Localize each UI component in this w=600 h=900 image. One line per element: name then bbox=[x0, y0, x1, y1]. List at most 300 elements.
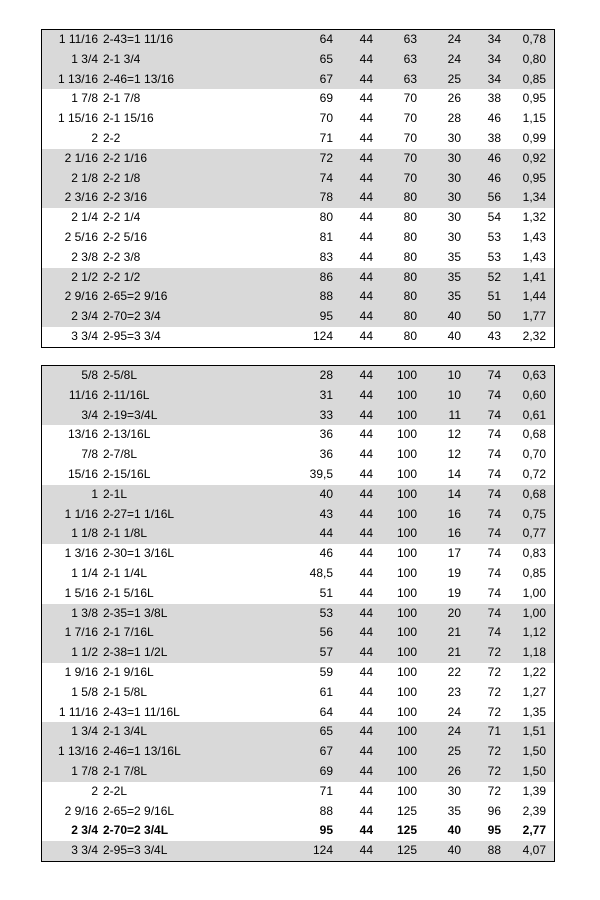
value-e-cell: 88 bbox=[461, 841, 501, 861]
table-row bbox=[42, 485, 555, 505]
value-c-cell: 80 bbox=[373, 307, 417, 327]
table-row bbox=[42, 188, 555, 208]
value-c-cell: 100 bbox=[373, 762, 417, 782]
value-c-cell: 100 bbox=[396, 783, 417, 798]
value-d-cell: 40 bbox=[417, 307, 461, 327]
weight-cell: 0,75 bbox=[501, 505, 555, 525]
value-d-cell: 35 bbox=[447, 803, 461, 818]
value-a-cell: 59 bbox=[319, 664, 333, 679]
value-b-cell: 44 bbox=[359, 447, 373, 462]
value-d-cell: 24 bbox=[417, 722, 461, 742]
value-d-cell: 11 bbox=[417, 406, 461, 426]
value-e-cell: 74 bbox=[487, 466, 501, 481]
value-a-cell: 88 bbox=[213, 287, 333, 307]
value-b-cell: 44 bbox=[359, 427, 373, 442]
size-cell: 1 3/8 bbox=[42, 604, 101, 624]
size-cell: 1 7/8 bbox=[42, 762, 101, 782]
value-d-cell: 30 bbox=[417, 188, 461, 208]
value-c-cell: 100 bbox=[373, 524, 417, 544]
weight-cell: 1,51 bbox=[501, 722, 555, 742]
value-c-cell: 70 bbox=[403, 111, 417, 126]
value-b-cell: 44 bbox=[359, 210, 373, 225]
value-e-cell: 95 bbox=[487, 823, 501, 838]
value-a-cell: 36 bbox=[319, 427, 333, 442]
value-e-cell: 72 bbox=[487, 684, 501, 699]
table-row bbox=[42, 307, 555, 327]
value-a-cell: 64 bbox=[319, 704, 333, 719]
table-row bbox=[42, 406, 555, 426]
value-d-cell: 12 bbox=[447, 447, 461, 462]
value-a-cell: 86 bbox=[213, 268, 333, 288]
value-d-cell: 25 bbox=[417, 70, 461, 90]
weight-cell: 0,95 bbox=[501, 169, 555, 189]
table-row bbox=[42, 268, 555, 288]
size-cell: 1 11/16 bbox=[58, 704, 98, 719]
value-e-cell: 96 bbox=[487, 803, 501, 818]
value-a-cell: 67 bbox=[213, 70, 333, 90]
code-cell: 2-15/16L bbox=[103, 466, 151, 481]
value-d-cell: 30 bbox=[417, 169, 461, 189]
table-row bbox=[42, 505, 555, 525]
size-cell: 3 3/4 bbox=[71, 328, 98, 343]
value-a-cell: 48,5 bbox=[309, 565, 333, 580]
code-cell: 2-46=1 13/16L bbox=[100, 742, 213, 762]
value-d-cell: 19 bbox=[447, 585, 461, 600]
value-c-cell: 100 bbox=[396, 704, 417, 719]
weight-cell: 1,43 bbox=[522, 249, 546, 264]
value-d-cell: 30 bbox=[447, 229, 461, 244]
size-cell: 1 5/16 bbox=[64, 585, 98, 600]
code-cell: 2-43=1 11/16 bbox=[100, 30, 213, 50]
table-row bbox=[42, 89, 555, 109]
value-d-cell: 23 bbox=[447, 684, 461, 699]
table-row bbox=[42, 327, 555, 347]
value-c-cell: 100 bbox=[396, 427, 417, 442]
table-row bbox=[42, 762, 555, 782]
size-cell: 2 3/4 bbox=[71, 823, 98, 838]
weight-cell: 2,32 bbox=[522, 328, 546, 343]
table-row bbox=[42, 30, 555, 50]
value-e-cell: 72 bbox=[487, 704, 501, 719]
value-b-cell: 44 bbox=[333, 70, 373, 90]
weight-cell: 0,83 bbox=[522, 546, 546, 561]
value-b-cell: 44 bbox=[359, 783, 373, 798]
value-d-cell: 19 bbox=[447, 565, 461, 580]
value-a-cell: 65 bbox=[213, 722, 333, 742]
value-a-cell: 124 bbox=[312, 328, 333, 343]
value-c-cell: 100 bbox=[373, 386, 417, 406]
value-d-cell: 26 bbox=[417, 762, 461, 782]
value-b-cell: 44 bbox=[359, 684, 373, 699]
value-c-cell: 70 bbox=[403, 130, 417, 145]
code-cell: 2-70=2 3/4L bbox=[103, 823, 169, 838]
weight-cell: 0,70 bbox=[522, 447, 546, 462]
table-row bbox=[42, 802, 555, 822]
value-a-cell: 69 bbox=[213, 762, 333, 782]
table-row bbox=[42, 129, 555, 149]
table-row bbox=[42, 109, 555, 129]
value-b-cell: 44 bbox=[333, 524, 373, 544]
size-cell: 2 5/16 bbox=[64, 229, 98, 244]
size-cell: 1 13/16 bbox=[42, 70, 101, 90]
value-b-cell: 44 bbox=[333, 643, 373, 663]
size-cell: 2 1/16 bbox=[42, 149, 101, 169]
table-row bbox=[42, 841, 555, 861]
value-b-cell: 44 bbox=[333, 287, 373, 307]
value-b-cell: 44 bbox=[333, 307, 373, 327]
size-cell: 5/8 bbox=[42, 366, 101, 386]
code-cell: 2-46=1 13/16 bbox=[100, 70, 213, 90]
value-d-cell: 26 bbox=[447, 91, 461, 106]
value-c-cell: 100 bbox=[396, 447, 417, 462]
table-row bbox=[42, 821, 555, 841]
code-cell: 2-65=2 9/16L bbox=[103, 803, 175, 818]
size-cell: 2 bbox=[91, 783, 98, 798]
spec-table-1 bbox=[41, 29, 555, 348]
value-b-cell: 44 bbox=[333, 268, 373, 288]
table-row bbox=[42, 703, 555, 723]
code-cell: 2-1 5/16L bbox=[103, 585, 154, 600]
value-e-cell: 74 bbox=[487, 565, 501, 580]
value-d-cell: 21 bbox=[417, 623, 461, 643]
value-b-cell: 44 bbox=[333, 386, 373, 406]
value-d-cell: 16 bbox=[417, 505, 461, 525]
weight-cell: 2,39 bbox=[522, 803, 546, 818]
value-a-cell: 78 bbox=[213, 188, 333, 208]
size-cell: 3 3/4 bbox=[42, 841, 101, 861]
value-e-cell: 74 bbox=[487, 427, 501, 442]
code-cell: 2-1 7/16L bbox=[100, 623, 213, 643]
value-c-cell: 100 bbox=[396, 466, 417, 481]
code-cell: 2-1 7/8L bbox=[100, 762, 213, 782]
size-cell: 1 1/16 bbox=[42, 505, 101, 525]
value-e-cell: 74 bbox=[487, 546, 501, 561]
value-c-cell: 70 bbox=[403, 91, 417, 106]
value-b-cell: 44 bbox=[359, 664, 373, 679]
value-c-cell: 80 bbox=[403, 249, 417, 264]
weight-cell: 1,34 bbox=[501, 188, 555, 208]
weight-cell: 0,68 bbox=[522, 427, 546, 442]
value-d-cell: 40 bbox=[417, 841, 461, 861]
value-c-cell: 100 bbox=[373, 604, 417, 624]
value-e-cell: 51 bbox=[461, 287, 501, 307]
table-row bbox=[42, 623, 555, 643]
value-e-cell: 53 bbox=[487, 229, 501, 244]
code-cell: 2-2 1/16 bbox=[100, 149, 213, 169]
value-a-cell: 28 bbox=[213, 366, 333, 386]
size-cell: 1 3/16 bbox=[64, 546, 98, 561]
code-cell: 2-2 3/16 bbox=[100, 188, 213, 208]
value-c-cell: 80 bbox=[373, 287, 417, 307]
value-d-cell: 17 bbox=[447, 546, 461, 561]
weight-cell: 2,77 bbox=[522, 823, 546, 838]
weight-cell: 0,63 bbox=[501, 366, 555, 386]
code-cell: 2-1L bbox=[100, 485, 213, 505]
table-row bbox=[42, 70, 555, 90]
value-e-cell: 43 bbox=[487, 328, 501, 343]
value-a-cell: 61 bbox=[319, 684, 333, 699]
value-e-cell: 74 bbox=[487, 585, 501, 600]
table-row bbox=[42, 683, 555, 703]
size-cell: 2 1/4 bbox=[71, 210, 98, 225]
table-row bbox=[42, 544, 555, 564]
value-a-cell: 83 bbox=[319, 249, 333, 264]
table-row bbox=[42, 50, 555, 70]
value-c-cell: 80 bbox=[373, 188, 417, 208]
weight-cell: 4,07 bbox=[501, 841, 555, 861]
value-b-cell: 44 bbox=[333, 169, 373, 189]
value-a-cell: 71 bbox=[319, 783, 333, 798]
table-row bbox=[42, 208, 555, 228]
value-d-cell: 16 bbox=[417, 524, 461, 544]
code-cell: 2-1 3/4L bbox=[100, 722, 213, 742]
value-b-cell: 44 bbox=[359, 823, 373, 838]
value-c-cell: 80 bbox=[403, 210, 417, 225]
value-e-cell: 71 bbox=[461, 722, 501, 742]
value-a-cell: 71 bbox=[319, 130, 333, 145]
table-row bbox=[42, 742, 555, 762]
value-a-cell: 81 bbox=[319, 229, 333, 244]
value-c-cell: 125 bbox=[396, 823, 417, 838]
value-c-cell: 80 bbox=[403, 328, 417, 343]
value-e-cell: 53 bbox=[487, 249, 501, 264]
value-d-cell: 24 bbox=[417, 50, 461, 70]
value-c-cell: 100 bbox=[373, 366, 417, 386]
weight-cell: 1,22 bbox=[522, 664, 546, 679]
value-b-cell: 44 bbox=[359, 546, 373, 561]
value-e-cell: 74 bbox=[461, 604, 501, 624]
code-cell: 2-2 3/8 bbox=[103, 249, 141, 264]
weight-cell: 1,43 bbox=[522, 229, 546, 244]
value-a-cell: 74 bbox=[213, 169, 333, 189]
code-cell: 2-65=2 9/16 bbox=[100, 287, 213, 307]
value-d-cell: 28 bbox=[447, 111, 461, 126]
value-e-cell: 46 bbox=[461, 169, 501, 189]
weight-cell: 0,77 bbox=[501, 524, 555, 544]
code-cell: 2-2 bbox=[103, 130, 121, 145]
weight-cell: 0,68 bbox=[501, 485, 555, 505]
code-cell: 2-1 5/8L bbox=[103, 684, 148, 699]
value-b-cell: 44 bbox=[333, 30, 373, 50]
value-e-cell: 74 bbox=[461, 406, 501, 426]
value-e-cell: 34 bbox=[461, 50, 501, 70]
value-e-cell: 74 bbox=[461, 366, 501, 386]
value-d-cell: 24 bbox=[417, 30, 461, 50]
weight-cell: 0,99 bbox=[522, 130, 546, 145]
table-row bbox=[42, 228, 555, 248]
value-b-cell: 44 bbox=[333, 505, 373, 525]
size-cell: 1 1/2 bbox=[42, 643, 101, 663]
code-cell: 2-1 1/4L bbox=[103, 565, 148, 580]
value-e-cell: 74 bbox=[461, 386, 501, 406]
code-cell: 2-2 1/4 bbox=[103, 210, 141, 225]
weight-cell: 1,44 bbox=[501, 287, 555, 307]
size-cell: 1 3/4 bbox=[42, 50, 101, 70]
code-cell: 2-1 7/8 bbox=[103, 91, 141, 106]
value-b-cell: 44 bbox=[359, 249, 373, 264]
value-a-cell: 53 bbox=[213, 604, 333, 624]
table-row bbox=[42, 366, 555, 386]
size-cell: 2 9/16 bbox=[42, 287, 101, 307]
code-cell: 2-2 1/8 bbox=[100, 169, 213, 189]
value-a-cell: 33 bbox=[213, 406, 333, 426]
weight-cell: 1,12 bbox=[501, 623, 555, 643]
weight-cell: 0,85 bbox=[522, 565, 546, 580]
size-cell: 3/4 bbox=[42, 406, 101, 426]
code-cell: 2-1 3/4 bbox=[100, 50, 213, 70]
value-c-cell: 100 bbox=[396, 684, 417, 699]
value-a-cell: 31 bbox=[213, 386, 333, 406]
value-a-cell: 43 bbox=[213, 505, 333, 525]
size-cell: 2 1/8 bbox=[42, 169, 101, 189]
size-cell: 2 9/16 bbox=[64, 803, 98, 818]
value-e-cell: 38 bbox=[487, 130, 501, 145]
value-d-cell: 10 bbox=[417, 366, 461, 386]
value-a-cell: 65 bbox=[213, 50, 333, 70]
size-cell: 1 15/16 bbox=[57, 111, 98, 126]
value-a-cell: 44 bbox=[213, 524, 333, 544]
table-row bbox=[42, 169, 555, 189]
value-c-cell: 100 bbox=[396, 565, 417, 580]
value-b-cell: 44 bbox=[333, 722, 373, 742]
value-c-cell: 100 bbox=[373, 722, 417, 742]
value-e-cell: 56 bbox=[461, 188, 501, 208]
value-b-cell: 44 bbox=[359, 585, 373, 600]
size-cell: 1 7/8 bbox=[71, 91, 98, 106]
code-cell: 2-5/8L bbox=[100, 366, 213, 386]
code-cell: 2-11/16L bbox=[100, 386, 213, 406]
value-d-cell: 30 bbox=[447, 783, 461, 798]
value-b-cell: 44 bbox=[333, 841, 373, 861]
weight-cell: 0,78 bbox=[501, 30, 555, 50]
weight-cell: 1,18 bbox=[501, 643, 555, 663]
value-e-cell: 74 bbox=[461, 485, 501, 505]
value-b-cell: 44 bbox=[359, 565, 373, 580]
code-cell: 2-43=1 11/16L bbox=[103, 704, 180, 719]
code-cell: 2-1 15/16 bbox=[103, 111, 154, 126]
code-cell: 2-1 9/16L bbox=[103, 664, 154, 679]
value-d-cell: 30 bbox=[447, 210, 461, 225]
table-row bbox=[42, 386, 555, 406]
value-c-cell: 100 bbox=[373, 742, 417, 762]
value-a-cell: 95 bbox=[319, 823, 333, 838]
value-b-cell: 44 bbox=[359, 130, 373, 145]
code-cell: 2-30=1 3/16L bbox=[103, 546, 175, 561]
code-cell: 2-2 5/16 bbox=[103, 229, 148, 244]
value-b-cell: 44 bbox=[359, 328, 373, 343]
value-c-cell: 70 bbox=[373, 169, 417, 189]
value-a-cell: 80 bbox=[319, 210, 333, 225]
value-d-cell: 25 bbox=[417, 742, 461, 762]
table-row bbox=[42, 287, 555, 307]
value-a-cell: 40 bbox=[213, 485, 333, 505]
table-row bbox=[42, 564, 555, 584]
value-e-cell: 74 bbox=[461, 623, 501, 643]
value-d-cell: 12 bbox=[447, 427, 461, 442]
value-e-cell: 34 bbox=[461, 70, 501, 90]
size-cell: 1 13/16 bbox=[42, 742, 101, 762]
table-row bbox=[42, 149, 555, 169]
value-c-cell: 100 bbox=[373, 505, 417, 525]
weight-cell: 0,95 bbox=[522, 91, 546, 106]
weight-cell: 0,80 bbox=[501, 50, 555, 70]
weight-cell: 1,50 bbox=[501, 742, 555, 762]
size-cell: 1 7/16 bbox=[42, 623, 101, 643]
weight-cell: 0,60 bbox=[501, 386, 555, 406]
value-a-cell: 64 bbox=[213, 30, 333, 50]
value-d-cell: 40 bbox=[447, 823, 461, 838]
code-cell: 2-95=3 3/4 bbox=[103, 328, 161, 343]
size-cell: 13/16 bbox=[67, 427, 98, 442]
size-cell: 1 1/8 bbox=[42, 524, 101, 544]
value-a-cell: 56 bbox=[213, 623, 333, 643]
size-cell: 2 3/8 bbox=[71, 249, 98, 264]
value-d-cell: 35 bbox=[447, 249, 461, 264]
value-a-cell: 36 bbox=[319, 447, 333, 462]
value-c-cell: 100 bbox=[373, 485, 417, 505]
value-e-cell: 72 bbox=[461, 742, 501, 762]
value-a-cell: 57 bbox=[213, 643, 333, 663]
value-c-cell: 63 bbox=[373, 50, 417, 70]
code-cell: 2-13/16L bbox=[103, 427, 151, 442]
value-d-cell: 22 bbox=[447, 664, 461, 679]
value-b-cell: 44 bbox=[333, 762, 373, 782]
value-e-cell: 54 bbox=[487, 210, 501, 225]
value-e-cell: 52 bbox=[461, 268, 501, 288]
code-cell: 2-70=2 3/4 bbox=[100, 307, 213, 327]
value-e-cell: 72 bbox=[487, 783, 501, 798]
value-b-cell: 44 bbox=[333, 623, 373, 643]
value-e-cell: 72 bbox=[461, 762, 501, 782]
code-cell: 2-1 1/8L bbox=[100, 524, 213, 544]
code-cell: 2-35=1 3/8L bbox=[100, 604, 213, 624]
weight-cell: 1,35 bbox=[522, 704, 546, 719]
weight-cell: 1,77 bbox=[501, 307, 555, 327]
code-cell: 2-7/8L bbox=[103, 447, 138, 462]
value-c-cell: 63 bbox=[373, 70, 417, 90]
value-e-cell: 74 bbox=[461, 524, 501, 544]
table-row bbox=[42, 445, 555, 465]
value-a-cell: 88 bbox=[319, 803, 333, 818]
value-c-cell: 100 bbox=[373, 643, 417, 663]
weight-cell: 1,27 bbox=[522, 684, 546, 699]
table-row bbox=[42, 782, 555, 802]
value-b-cell: 44 bbox=[333, 742, 373, 762]
value-d-cell: 10 bbox=[417, 386, 461, 406]
value-c-cell: 100 bbox=[396, 664, 417, 679]
value-e-cell: 50 bbox=[461, 307, 501, 327]
spec-table-2 bbox=[41, 365, 555, 862]
code-cell: 2-38=1 1/2L bbox=[100, 643, 213, 663]
weight-cell: 1,32 bbox=[522, 210, 546, 225]
size-cell: 1 bbox=[42, 485, 101, 505]
value-c-cell: 80 bbox=[373, 268, 417, 288]
value-b-cell: 44 bbox=[333, 50, 373, 70]
weight-cell: 1,39 bbox=[522, 783, 546, 798]
weight-cell: 1,15 bbox=[522, 111, 546, 126]
value-c-cell: 70 bbox=[373, 149, 417, 169]
code-cell: 2-2 1/2 bbox=[100, 268, 213, 288]
code-cell: 2-95=3 3/4L bbox=[100, 841, 213, 861]
value-e-cell: 74 bbox=[487, 447, 501, 462]
value-a-cell: 70 bbox=[319, 111, 333, 126]
value-d-cell: 20 bbox=[417, 604, 461, 624]
size-cell: 11/16 bbox=[42, 386, 101, 406]
value-b-cell: 44 bbox=[333, 604, 373, 624]
value-e-cell: 46 bbox=[487, 111, 501, 126]
size-cell: 1 1/4 bbox=[71, 565, 98, 580]
value-b-cell: 44 bbox=[359, 91, 373, 106]
